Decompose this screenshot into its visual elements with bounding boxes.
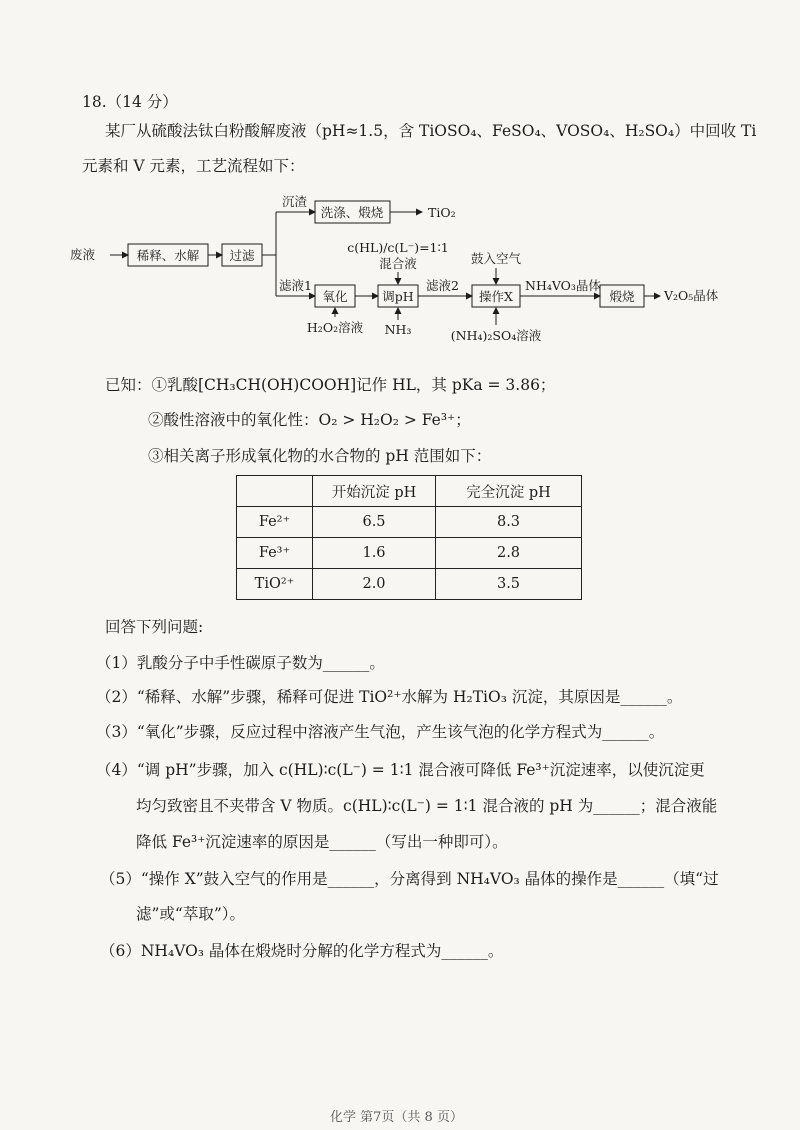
table-row — [237, 569, 582, 600]
adjust-ph-label: 调pH — [382, 289, 414, 304]
mix-solution-label: 混合液 — [379, 256, 417, 271]
table-header-cell — [237, 476, 313, 507]
sub-question-4-line-2: 均匀致密且不夹带含 V 物质。c(HL)∶c(L⁻) = 1∶1 混合液的 pH 为______；混合液能 — [136, 797, 718, 815]
question-number: 18.（14 分） — [82, 93, 178, 111]
sub-question-5-line-2: 滤”或“萃取”）。 — [136, 905, 246, 923]
sub-question-3: （3）“氧化”步骤，反应过程中溶液产生气泡，产生该气泡的化学方程式为______。 — [96, 723, 665, 741]
intro-line-1: 某厂从硫酸法钛白粉酸解废液（pH≈1.5，含 TiOSO₄、FeSO₄、VOSO₄、H₂SO₄）中回收 Ti — [105, 122, 757, 140]
residue-label: 沉渣 — [282, 194, 308, 209]
filtrate1-label: 滤液1 — [279, 278, 312, 293]
table-cell: 3.5 — [436, 569, 582, 600]
table-cell: 8.3 — [436, 507, 582, 538]
intro-line-2: 元素和 V 元素，工艺流程如下： — [82, 157, 305, 175]
process-flow-diagram — [70, 192, 760, 352]
table-header-cell: 开始沉淀 pH — [313, 476, 436, 507]
air-label: 鼓入空气 — [470, 251, 522, 266]
operation-x-label: 操作X — [479, 289, 513, 304]
table-cell: TiO²⁺ — [237, 569, 313, 600]
table-row — [237, 507, 582, 538]
sub-question-2: （2）“稀释、水解”步骤，稀释可促进 TiO²⁺水解为 H₂TiO₃ 沉淀，其原因是______。 — [96, 688, 683, 706]
dilute-hydrolyze-label: 稀释、水解 — [136, 248, 200, 263]
known-condition-1: 已知：①乳酸[CH₃CH(OH)COOH]记作 HL，其 pKa = 3.86； — [105, 376, 556, 394]
feed-label: 废液 — [70, 247, 96, 262]
oxidize-label: 氧化 — [322, 289, 348, 304]
answers-intro: 回答下列问题: — [105, 618, 204, 636]
v2o5-product-label: V₂O₅晶体 — [664, 288, 719, 303]
table-cell: 2.8 — [436, 538, 582, 569]
table-cell: 1.6 — [313, 538, 436, 569]
table-row — [237, 538, 582, 569]
tio2-product-label: TiO₂ — [428, 205, 456, 220]
sub-question-4-line-3: 降低 Fe³⁺沉淀速率的原因是______（写出一种即可）。 — [136, 833, 508, 851]
sub-question-4-line-1: （4）“调 pH”步骤，加入 c(HL)∶c(L⁻) = 1∶1 混合液可降低 Fe³⁺沉淀速率，以使沉淀更 — [96, 761, 705, 779]
filter-label: 过滤 — [229, 248, 255, 263]
wash-calcine-label: 洗涤、煅烧 — [320, 205, 384, 220]
table-header-cell: 完全沉淀 pH — [436, 476, 582, 507]
sub-question-5-line-1: （5）“操作 X”鼓入空气的作用是______，分离得到 NH₄VO₃ 晶体的操作是______（填“过 — [100, 870, 719, 888]
ammonium-vanadate-crystal-label: NH₄VO₃晶体 — [525, 278, 601, 293]
nh3-reagent-label: NH₃ — [384, 322, 412, 337]
sub-question-1: （1）乳酸分子中手性碳原子数为______。 — [96, 654, 385, 672]
known-condition-3: ③相关离子形成氧化物的水合物的 pH 范围如下： — [148, 447, 492, 465]
table-cell: 6.5 — [313, 507, 436, 538]
known-condition-2: ②酸性溶液中的氧化性：O₂ > H₂O₂ > Fe³⁺； — [148, 411, 471, 429]
precipitation-ph-table — [236, 475, 582, 600]
page-footer: 化学 第7页（共 8 页） — [330, 1110, 463, 1125]
table-header-row — [237, 476, 582, 507]
mix-ratio-label: c(HL)/c(L⁻)=1∶1 — [347, 240, 449, 255]
ammonium-sulfate-reagent-label: (NH₄)₂SO₄溶液 — [450, 328, 542, 343]
sub-question-6: （6）NH₄VO₃ 晶体在煅烧时分解的化学方程式为______。 — [100, 942, 504, 960]
table-cell: Fe³⁺ — [237, 538, 313, 569]
calcine-label: 煅烧 — [609, 289, 635, 304]
table-cell: Fe²⁺ — [237, 507, 313, 538]
filtrate2-label: 滤液2 — [426, 278, 459, 293]
table-cell: 2.0 — [313, 569, 436, 600]
h2o2-reagent-label: H₂O₂溶液 — [306, 320, 364, 335]
